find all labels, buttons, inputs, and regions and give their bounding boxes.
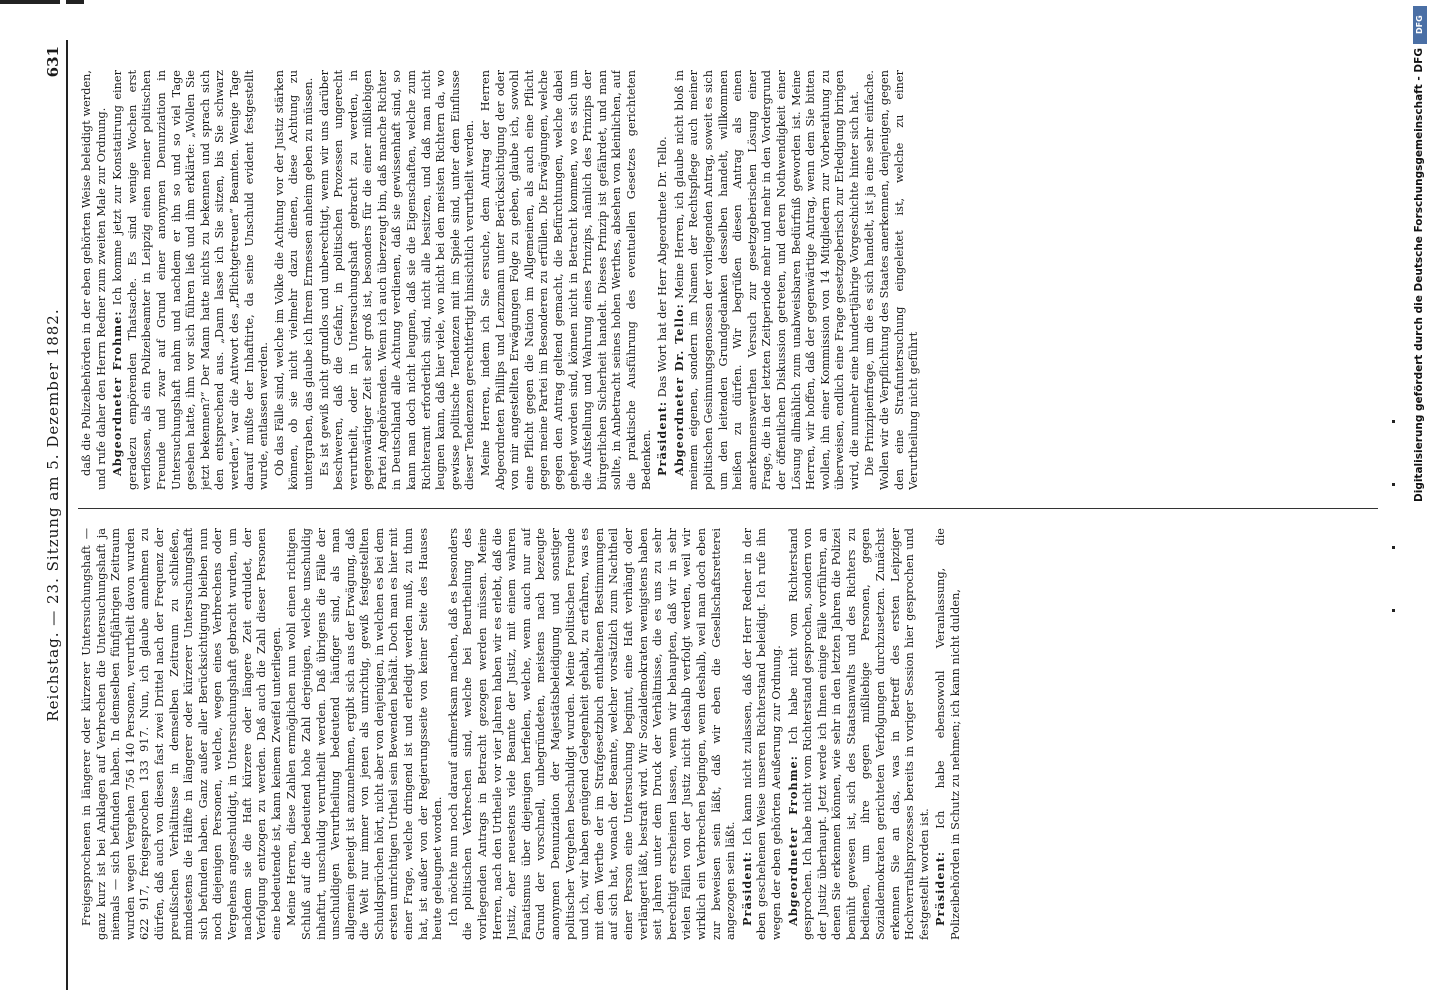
paragraph xyxy=(273,70,317,490)
speaker-name: Abgeordneter Frohme: xyxy=(785,755,800,926)
paragraph xyxy=(80,70,109,490)
page-number: 631 xyxy=(44,46,62,78)
paragraph xyxy=(672,70,863,490)
paragraph xyxy=(479,70,654,490)
paragraph xyxy=(786,528,933,940)
paragraph-text: Freigesprochenen in längerer oder kürzerer Untersuchungshaft — ganz kurz ist bei Anklagen auf Verbrechen die Untersuchungshaft ja niemals — sich befunden haben. In demselben fünfjährigen Zeitraum wurden wegen Vergehen 756 140 Personen, verurtheilt davon wurden 622 917, freigesprochen 133 917. Nun, ich glaube annehmen zu dürfen, daß auch von diesen fast zwei Drittel nach der Frequenz der preußischen Verhältnisse in demselben Zeitraum zu schließen, mindestens die Hälfte in längerer oder kürzerer Untersuchungshaft sich befunden haben. Ganz außer aller Berücksichtigung bleiben nun noch diejenigen Personen, welche, wegen eines Verbrechens oder Vergehens angeschuldigt, in Untersuchungshaft gebracht wurden, um nachdem sie die Haft kürzere oder längere Zeit erduldet, der Verfolgung entzogen zu werden. Daß auch die Zahl dieser Personen eine bedeutende ist, kann keinem Zweifel unterliegen. xyxy=(80,528,283,940)
speaker-name: Abgeordneter Dr. Tello: xyxy=(671,303,686,476)
paragraph-text: Die Prinzipienfrage, um die es sich handelt, ist ja eine sehr einfache. Wollen wir die Verpflichtung des Staates anerkennen, denjenigen, gegen den eine Strafuntersuchung eingeleitet ist, welche zu einer Verurtheilung nicht geführt xyxy=(863,70,921,490)
paragraph xyxy=(80,528,284,940)
speaker-name: Präsident: xyxy=(933,850,948,926)
paragraph-text: Meine Herren, indem ich Sie ersuche, dem Antrag der Herren Abgeordneten Phillips und Lenzmann unter Berücksichtigung der oder von mir angestellten Erwägungen Folge zu geben, glaube ich, sowohl eine Pflicht gegen die Nation im Allgemeinen, als auch eine Pflicht gegen meine Partei im Besonderen zu erfüllen. Die Erwägungen, welche gegen den Antrag geltend gemacht, die Befürchtungen, welche dabei gehegt worden sind, können nicht in Betracht kommen, wo es sich um die Aufstellung und Wahrung eines Prinzips, nämlich des Prinzips der bürgerlichen Sicherheit handelt. Dieses Prinzip ist gefährdet, und man sollte, in Anbetracht seines hohen Werthes, absehen von kleinlichen, auf die praktische Ausführung des eventuellen Gesetzes gerichteten Bedenken. xyxy=(479,70,653,490)
paragraph-text: Ich habe ebensowohl Veranlassung, die Polizeibehörden in Schutz zu nehmen; ich kann nicht dulden, xyxy=(934,528,963,940)
margin-marks xyxy=(1392,420,1398,720)
paragraph xyxy=(933,528,963,940)
paragraph-text: Ich komme jetzt zur Konstatirung einer geradezu empörenden Thatsache. Es sind wenige Wochen erst verflossen, als ein Polizeibeamter in Leipzig einen meiner politischen Freunde und zwar auf Grund einer anonymen Denunziation in Untersuchungshaft nahm und nachdem er ihn so und so viel Tage gesehen hatte, ihm vor sich führen ließ und ihm erklärte: „Wollen Sie jetzt bekennen?“ Der Mann hatte nichts zu bekennen und sprach sich den entsprechend aus. „Dann lasse ich Sie sitzen, bis Sie schwarz werden“, war die Antwort des „Pflichtgetreuen“ Beamten. Wenige Tage darauf mußte der Inhaftirte, da seine Unschuld evident festgestellt wurde, entlassen werden. xyxy=(111,70,271,490)
paragraph-text: daß die Polizeibehörden in der eben gehörten Weise beleidigt werden, und rufe daher den Herrn Redner zum zweiten Male zur Ordnung. xyxy=(80,70,108,490)
paragraph-text: Ich habe nicht vom Richterstand gesprochen. Ich habe nicht vom Richterstand gesprochen, sondern von der Justiz überhaupt. Jetzt werde ich Ihnen einige Fälle vorführen, an denen Sie erkennen können, wie sehr in den letzten Jahren die Polizei bemüht gewesen ist, sich des Staatsanwalts und des Richters zu bedienen, um ihre gegen mißliebige Personen, gegen Sozialdemokraten gerichteten Verfolgungen durchzusetzen. Zunächst erkennen Sie an das, was in Betreff des ersten Leipziger Hochverrathsprozesses bereits in voriger Session hier gesprochen und festgestellt worden ist. xyxy=(786,528,931,940)
dfg-logo-badge: DFG xyxy=(1413,6,1427,44)
digitization-credit-note: Digitalisierung gefördert durch die Deutsche Forschungsgemeinschaft - DFG xyxy=(1413,48,1425,502)
speaker-name: Präsident: xyxy=(739,850,754,926)
paragraph-text: Es ist gewiß nicht grundlos und unberechtigt, wenn wir uns darüber beschweren, daß die Gefahr, in politischen Prozessen ungerecht verurtheilt, oder in Untersuchungshaft gebracht zu werden, in gegenwärtiger Zeit sehr groß ist, besonders für die einer mißliebigen Partei Angehörenden. Wenn ich auch überzeugt bin, daß manche Richter in Deutschland alle Achtung verdienen, daß sie gewissenhaft sind, so kann man doch nicht leugnen, daß sie die Eigenschaften, welche zum Richteramt erforderlich sind, nicht alle besitzen, und daß man nicht leugnen kann, daß hier viele, wo nicht bei den meisten Richtern da, wo gewisse politische Tendenzen mit im Spiele sind, unter dem Einflusse dieser Tendenzen gerechtfertigt hinsichtlich verurtheilt werden. xyxy=(317,70,477,490)
paragraph-text: Meine Herren, ich glaube nicht bloß in meinem eigenen, sondern im Namen der Rechtspflege auch meiner politischen Gesinnungsgenossen der vorliegenden Antrag, soweit es sich um den leitenden Grundgedanken desselben handelt, willkommen heißen zu dürfen. Wir begrüßen diesen Antrag als einen anerkennenswerthen Versuch zur gesetzgeberischen Lösung einer Frage, die in der letzten Zeitperiode mehr und mehr in den Vordergrund der öffentlichen Diskussion getreten, und deren Nothwendigkeit einer Lösung allmählich zum unabweisbaren Bedürfniß geworden ist. Meine Herren, wir hoffen, daß der gegenwärtige Antrag, wenn dem Sie bitten wollen, ihn einer Kommission von 14 Mitgliedern zur Vorberathung zu überweisen, endlich eine Frage gesetzgeberisch zur Erledigung bringen wird, die nunmehr eine hundertjährige Vorgeschichte hinter sich hat. xyxy=(672,70,861,490)
left-column xyxy=(80,528,1380,940)
paragraph-text: Das Wort hat der Herr Abgeordnete Dr. Tello. xyxy=(656,136,670,398)
paragraph xyxy=(740,528,785,940)
page-header xyxy=(44,40,68,990)
paragraph xyxy=(863,70,921,490)
paragraph xyxy=(285,528,446,940)
speaker-name: Abgeordneter Frohme: xyxy=(110,310,125,476)
paragraph-text: Meine Herren, diese Zahlen ermöglichen nun wohl einen richtigen Schluß auf die bedeutend hohe Zahl derjenigen, welche unschuldig inhaftirt, unschuldig verurtheilt werden. Daß übrigens die Fälle der unschuldigen Verurtheilung bedeutend häufiger sind, als man allgemein geneigt ist anzunehmen, ergibt sich aus der Erwägung, daß die Welt nur immer von jenen als unrichtig, gewiß festgestellten Schuldsprüchen hört, nicht aber von denjenigen, in welchen es bei dem ersten unrichtigen Urtheil sein Bewenden behält. Doch man es hier mit einer Frage, welche dringend ist und erledigt werden muß, zu thun hat, ist außer von der Regierungsseite von keiner Seite des Hauses heute geleugnet worden. xyxy=(285,528,445,940)
paragraph-text: Ob das Fälle sind, welche im Volke die Achtung vor der Justiz stärken können, ob sie nicht vielmehr dazu dienen, diese Achtung zu untergraben, das glaube ich Ihrem Ermessen anheim geben zu müssen. xyxy=(272,70,315,490)
paragraph xyxy=(110,70,272,490)
paragraph xyxy=(318,70,479,490)
column-divider xyxy=(78,508,1378,509)
paragraph xyxy=(655,70,671,490)
speaker-name: Präsident: xyxy=(655,400,670,476)
paragraph-text: Ich kann nicht zulassen, daß der Herr Redner in der eben geschehenen Weise unseren Richterstand beleidigt. Ich rufe ihn wegen der eben gehörten Aeußerung zur Ordnung. xyxy=(740,528,783,940)
page-header-title: Reichstag. — 23. Sitzung am 5. Dezember 1882. xyxy=(44,308,62,722)
paragraph-text: Ich möchte nun noch darauf aufmerksam machen, daß es besonders die politischen Verbrechen sind, welche bei Beurtheilung des vorliegenden Antrags in Betracht gezogen werden müssen. Meine Herren, nach den Urtheile vor vier Jahren haben wir es erlebt, daß die Justiz, eher neuestens viele Beamte der Justiz, mit einem wahren Fanatismus über diejenigen herfielen, welche, wenn auch nur auf Grund der vorschnell, unbegründeten, meistens nach bezeugte anonymen Denunziation der Majestätsbeleidigung und sonstiger politischer Vergehen beschuldigt wurden. Meine politischen Freunde und ich, wir haben genügend Gelegenheit gehabt, zu erfahren, was es mit dem Werthe der im Strafgesetzbuch enthaltenen Bestimmungen auf sich hat, wonach der Beamte, welcher vorsätzlich zum Nachtheil einer Person eine Untersuchung beginnt, eine Haft verhängt oder verlängert läßt, bestraft wird. Wir Sozialdemokraten wenigstens haben seit Jahren unter dem Druck der Verhältnisse, die es uns zu sehr berechtigt erscheinen lassen, wenn wir behaupten, daß wir in sehr vielen Fällen von der Justiz nicht deshalb verfolgt werden, weil wir wirklich ein Verbrechen begingen, wenn deshalb, weil man doch eben zur beweisen sein läßt, daß wir eben die Gesellschaftsretterei angezogen sein läßt. xyxy=(446,528,738,940)
right-column xyxy=(80,70,1380,490)
paragraph xyxy=(447,528,739,940)
